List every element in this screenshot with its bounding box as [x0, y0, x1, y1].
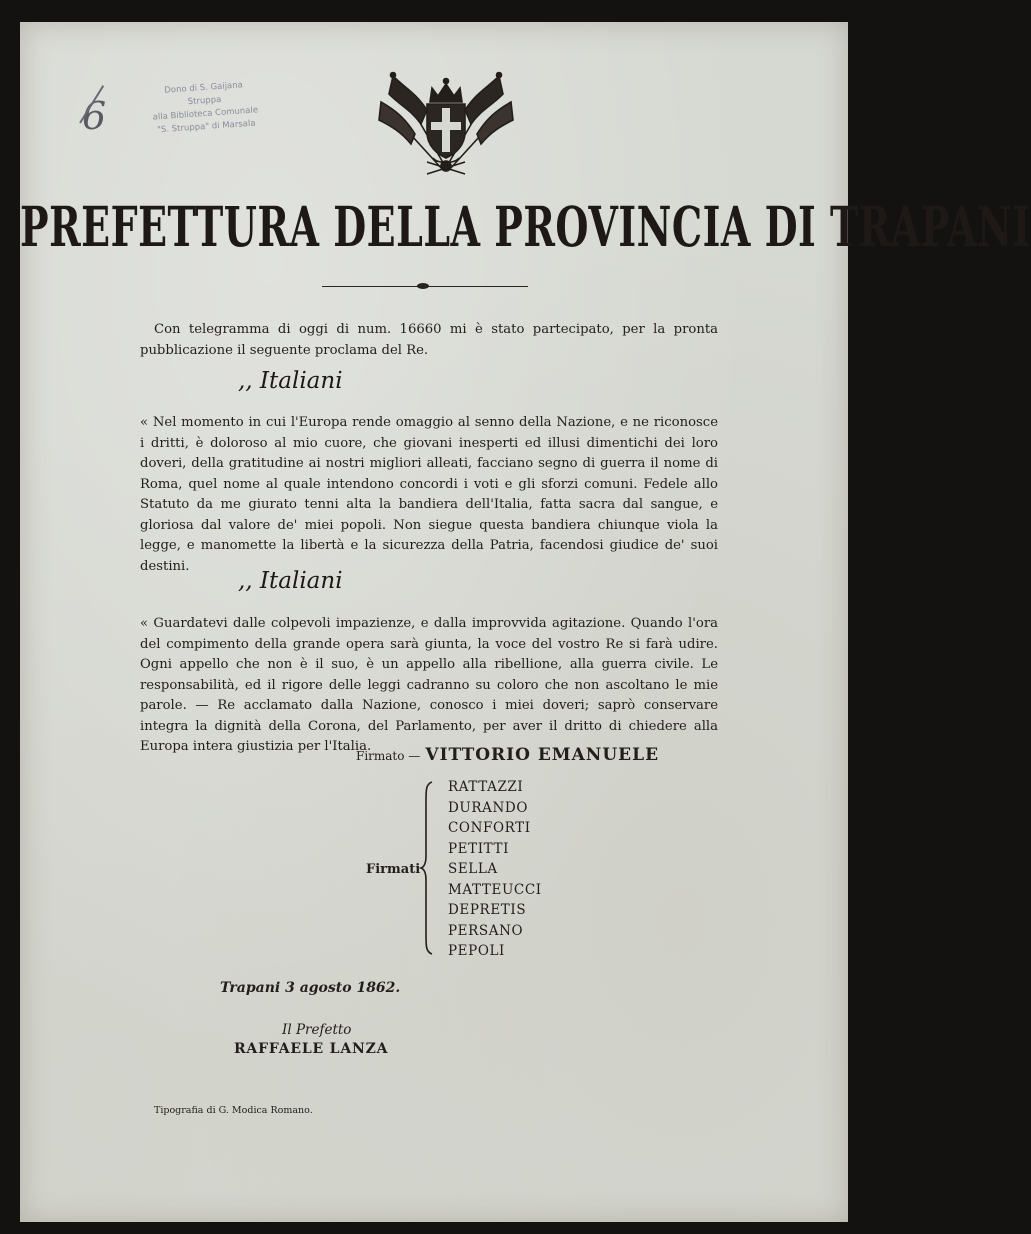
prefect-name: RAFFAELE LANZA: [234, 1041, 389, 1057]
king-signature-line: [356, 745, 659, 765]
list-item: PETITTI: [448, 840, 510, 857]
list-item: CONFORTI: [448, 820, 531, 836]
signed-prefix: Firmato —: [356, 749, 421, 763]
place-and-date: Trapani 3 agosto 1862.: [220, 980, 401, 996]
list-item: MATTEUCCI: [448, 881, 542, 898]
printer-imprint: Tipografia di G. Modica Romano.: [154, 1105, 313, 1116]
list-item: DEPRETIS: [448, 902, 527, 918]
brace-icon: [420, 780, 434, 956]
page-title: PREFETTURA DELLA PROVINCIA DI TRAPANI: [20, 194, 1031, 260]
ministers-label: Firmati: [366, 862, 421, 877]
list-item: PEPOLI: [448, 943, 505, 959]
coat-of-arms-icon: [375, 62, 517, 180]
divider-ornament: [417, 283, 429, 289]
stamp-line: "S. Struppa" di Marsala: [156, 118, 256, 136]
stamp-line: Dono di S. Gaijana Struppa: [164, 80, 244, 108]
king-signature: VITTORIO EMANUELE: [425, 745, 660, 765]
list-item: RATTAZZI: [448, 779, 524, 795]
list-item: PERSANO: [448, 922, 524, 939]
prefect-title: Il Prefetto: [282, 1022, 352, 1038]
proclamation-poster: [20, 22, 1031, 1222]
proclamation-paragraph-2: « Guardatevi dalle colpevoli impazienze, e dalla improvvida agitazione. Quando l'ora del compimento della grande opera sarà giunta, la voce del vostro Re si farà udire. Ogni appello che non è il suo, è un appello alla ribellione, alla guerra civile. Le responsabilità, ed il rigore delle leggi cadranno su coloro che non ascoltano le mie parole. — Re acclamato dalla Nazione, conosco i miei doveri; saprò conservare integra la dignità della Corona, del Parlamento, per aver il dritto di chiedere alla Europa intera giustizia per l'Italia.: [140, 616, 718, 754]
handwritten-number: 6: [82, 94, 107, 138]
library-donation-stamp: [148, 78, 261, 138]
proclamation-paragraph-1: « Nel momento in cui l'Europa rende omaggio al senno della Nazione, e ne riconosce i dritti, è doloroso al mio cuore, che giovani inesperti ed illusi dimentichi dei loro doveri, della gratitudine ai nostri migliori alleati, facciano segno di guerra il nome di Roma, quel nome al quale intendono concordi i voti e gli sforzi comuni. Fedele allo Statuto da me giurato tenni alta la bandiera dell'Italia, fatta sacra dal sangue, e gloriosa dal valore de' miei popoli. Non siegue questa bandiera chiunque viola la legge, e manomette la libertà e la sicurezza della Patria, facendosi giudice de' suoi destini.: [140, 415, 718, 574]
ministers-list: [448, 777, 542, 962]
list-item: SELLA: [448, 861, 498, 877]
section-heading: ,, Italiani: [238, 368, 343, 394]
list-item: DURANDO: [448, 799, 529, 816]
stamp-line: alla Biblioteca Comunale: [152, 105, 259, 123]
intro-paragraph: Con telegramma di oggi di num. 16660 mi è stato partecipato, per la pronta pubblicazione il seguente proclama del Re.: [140, 322, 718, 358]
section-heading: ,, Italiani: [238, 568, 343, 594]
